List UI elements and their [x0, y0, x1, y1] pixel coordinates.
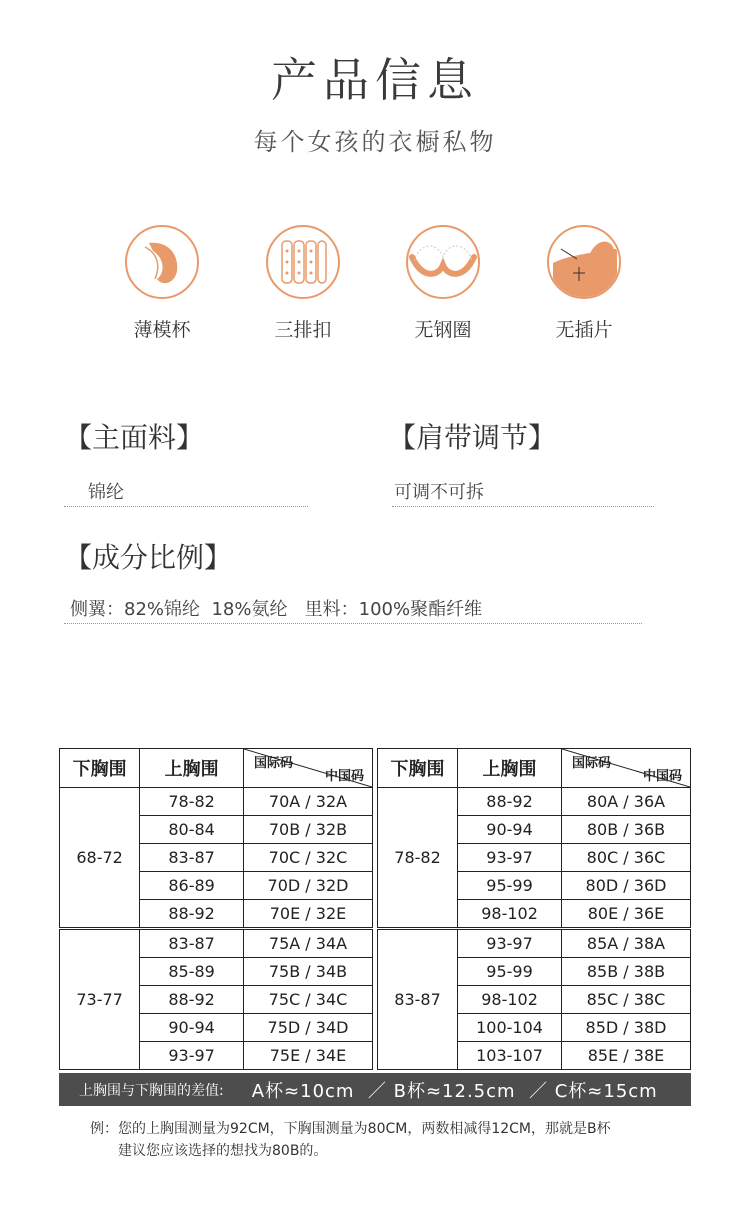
upper-value: 88-92	[458, 788, 562, 816]
upper-value: 90-94	[458, 816, 562, 844]
divider	[392, 506, 654, 507]
upper-value: 80-84	[140, 816, 244, 844]
size-table-right	[377, 748, 691, 1070]
header-upper: 上胸围	[140, 749, 244, 788]
feature-label: 三排扣	[274, 319, 332, 341]
size-value: 85D / 38D	[561, 1014, 690, 1042]
feature-label: 无插片	[555, 319, 613, 341]
thin-cup-icon	[125, 225, 199, 299]
upper-value: 98-102	[458, 900, 562, 929]
size-value: 80B / 36B	[561, 816, 690, 844]
size-value: 70B / 32B	[243, 816, 372, 844]
upper-value: 86-89	[140, 872, 244, 900]
size-value: 85E / 38E	[561, 1042, 690, 1070]
difference-label: 上胸围与下胸围的差值:	[79, 1082, 224, 1099]
header-cn: 中国码	[642, 769, 682, 784]
size-value: 80A / 36A	[561, 788, 690, 816]
size-value: 80E / 36E	[561, 900, 690, 929]
header-intl: 国际码	[253, 756, 293, 771]
header-intl: 国际码	[571, 756, 611, 771]
divider	[64, 506, 308, 507]
upper-value: 100-104	[458, 1014, 562, 1042]
upper-value: 103-107	[458, 1042, 562, 1070]
size-value: 70A / 32A	[243, 788, 372, 816]
header-under: 下胸围	[378, 749, 458, 788]
under-value: 78-82	[378, 788, 458, 929]
upper-value: 93-97	[458, 844, 562, 872]
header-upper: 上胸围	[458, 749, 562, 788]
difference-values: A杯≈10cm ／ B杯≈12.5cm ／ C杯≈15cm	[251, 1080, 658, 1102]
strap-value: 可调不可拆	[394, 482, 484, 503]
main-fabric-value: 锦纶	[88, 482, 124, 503]
feature-triple-hook	[233, 225, 373, 342]
triple-hook-icon	[266, 225, 340, 299]
upper-value: 93-97	[140, 1042, 244, 1070]
feature-label: 无钢圈	[414, 319, 472, 341]
size-value: 80D / 36D	[561, 872, 690, 900]
size-value: 75A / 34A	[243, 929, 372, 958]
feature-no-wire	[373, 225, 513, 342]
size-value: 75E / 34E	[243, 1042, 372, 1070]
strap-title: 【肩带调节】	[388, 421, 557, 454]
size-value: 80C / 36C	[561, 844, 690, 872]
size-value: 85C / 38C	[561, 986, 690, 1014]
size-value: 75B / 34B	[243, 958, 372, 986]
upper-value: 85-89	[140, 958, 244, 986]
header-cn: 中国码	[324, 769, 364, 784]
under-value: 83-87	[378, 929, 458, 1070]
header-size-diagonal	[561, 749, 690, 788]
main-fabric-title: 【主面料】	[64, 421, 205, 454]
composition-title: 【成分比例】	[64, 541, 233, 574]
size-value: 85B / 38B	[561, 958, 690, 986]
header-size-diagonal	[243, 749, 372, 788]
size-value: 85A / 38A	[561, 929, 690, 958]
upper-value: 78-82	[140, 788, 244, 816]
upper-value: 93-97	[458, 929, 562, 958]
size-value: 70D / 32D	[243, 872, 372, 900]
upper-value: 95-99	[458, 958, 562, 986]
under-value: 68-72	[60, 788, 140, 929]
example-note-line1: 例：您的上胸围测量为92CM，下胸围测量为80CM，两数相减得12CM，那就是B杯	[90, 1121, 611, 1137]
no-insert-icon	[547, 225, 621, 299]
upper-value: 83-87	[140, 844, 244, 872]
divider	[64, 623, 642, 624]
page-title: 产品信息	[271, 53, 479, 107]
feature-label: 薄模杯	[133, 319, 191, 341]
size-value: 75D / 34D	[243, 1014, 372, 1042]
upper-value: 95-99	[458, 872, 562, 900]
size-value: 70C / 32C	[243, 844, 372, 872]
difference-bar	[59, 1073, 691, 1106]
size-value: 75C / 34C	[243, 986, 372, 1014]
size-table-left	[59, 748, 373, 1070]
under-value: 73-77	[60, 929, 140, 1070]
no-wire-icon	[406, 225, 480, 299]
header-under: 下胸围	[60, 749, 140, 788]
upper-value: 88-92	[140, 900, 244, 929]
upper-value: 90-94	[140, 1014, 244, 1042]
size-value: 70E / 32E	[243, 900, 372, 929]
feature-no-insert	[514, 225, 654, 342]
composition-value: 侧翼：82%锦纶 18%氨纶 里料：100%聚酯纤维	[70, 599, 483, 620]
upper-value: 83-87	[140, 929, 244, 958]
page-subtitle: 每个女孩的衣橱私物	[253, 128, 497, 156]
upper-value: 98-102	[458, 986, 562, 1014]
feature-thin-cup	[92, 225, 232, 342]
example-note-line2: 建议您应该选择的想找为80B的。	[118, 1143, 328, 1159]
upper-value: 88-92	[140, 986, 244, 1014]
